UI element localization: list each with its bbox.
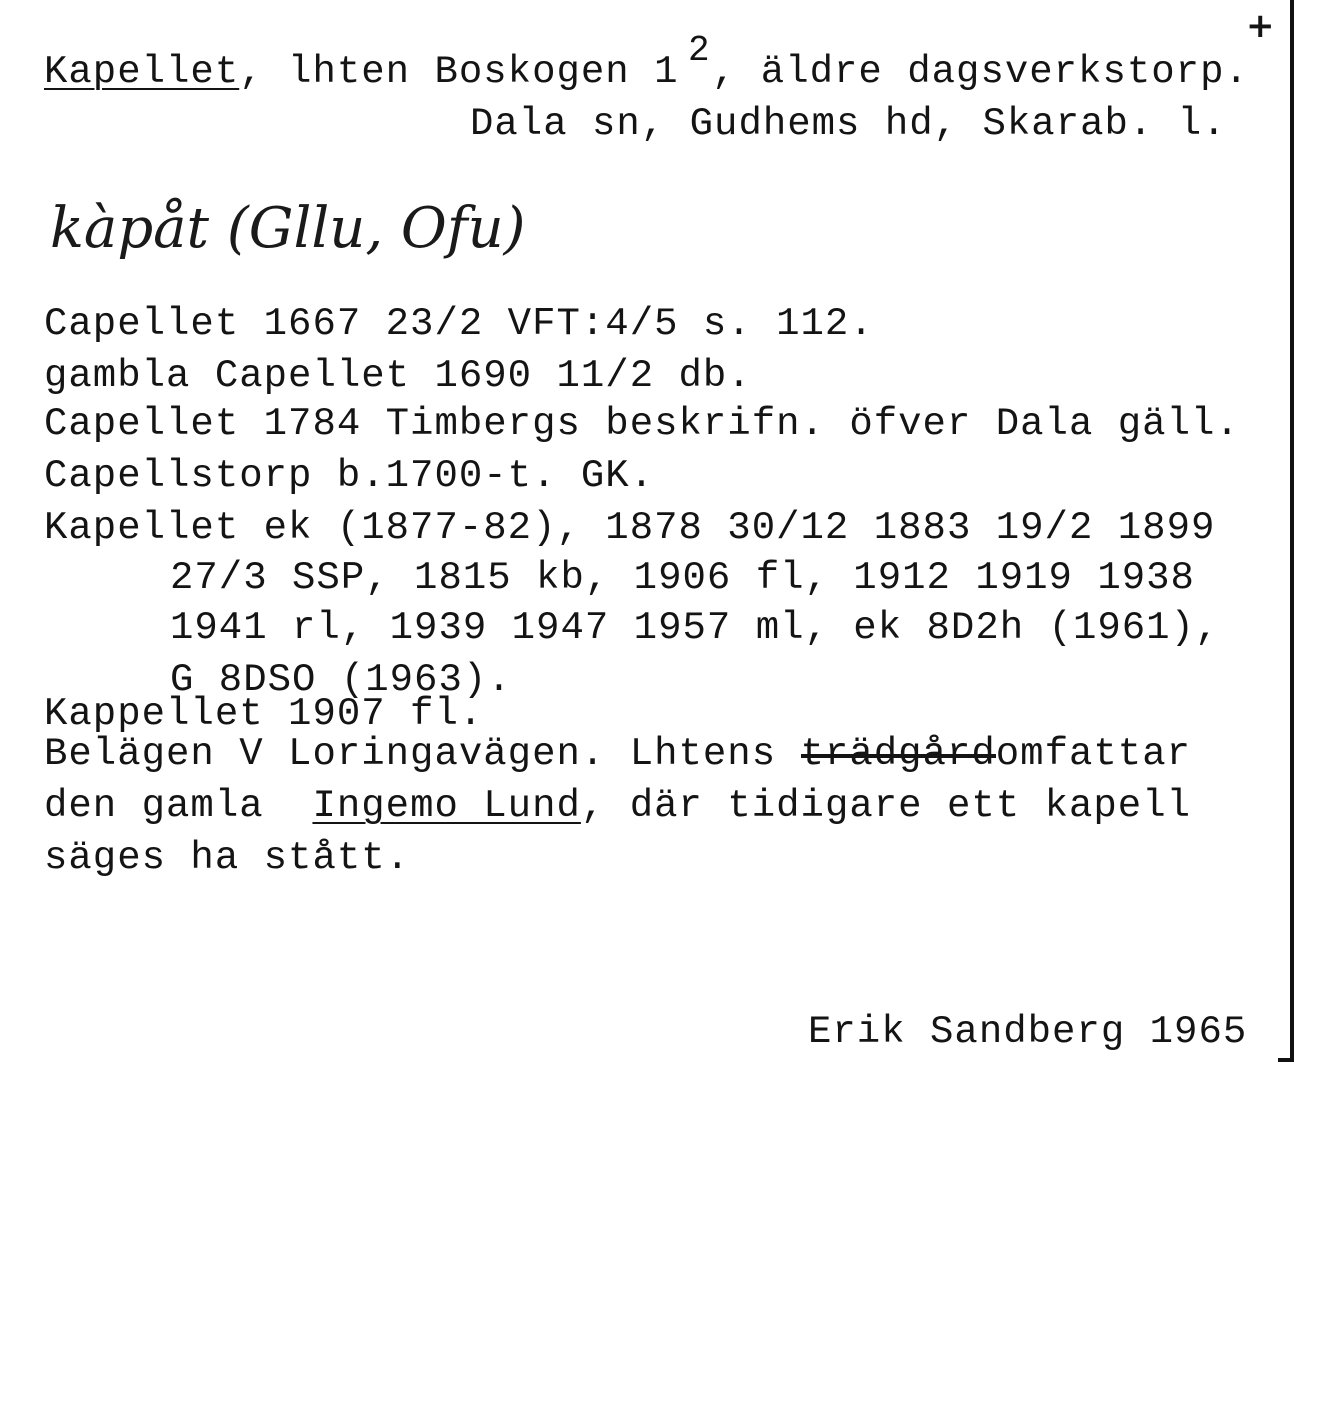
corner-plus-mark: + [1246, 6, 1275, 46]
entry-1: Capellet 1667 23/2 VFT:4/5 s. 112. [44, 302, 874, 346]
underlined-place: Ingemo Lund [312, 784, 581, 828]
description-line-1 [44, 732, 1191, 776]
description-text-a: Belägen V Loringavägen. Lhtens [44, 732, 801, 776]
description-text-b: omfattar [995, 732, 1191, 776]
entry-5-cont-1: 27/3 SSP, 1815 kb, 1906 fl, 1912 1919 1938 [170, 556, 1195, 600]
description-line-3: säges ha stått. [44, 836, 411, 880]
entry-4: Capellstorp b.1700-t. GK. [44, 454, 655, 498]
card-border-corner [1278, 1058, 1294, 1062]
handwritten-pronunciation: kàpåt (Gllu, Ofu) [50, 196, 526, 261]
entry-5: Kapellet ek (1877-82), 1878 30/12 1883 19/2 1899 [44, 506, 1216, 550]
description-text-d: , där tidigare ett kapell [580, 784, 1192, 828]
heading-superscript: 2 [688, 30, 710, 71]
entry-2: gambla Capellet 1690 11/2 db. [44, 354, 752, 398]
heading-text-b: , äldre dagsverkstorp. [712, 50, 1249, 94]
entry-5-cont-3: G 8DSO (1963). [170, 658, 512, 702]
card-right-border [1290, 0, 1294, 1062]
description-line-2 [44, 784, 1191, 828]
description-text-c: den gamla [44, 784, 313, 828]
entry-3: Capellet 1784 Timbergs beskrifn. öfver Dala gäll. [44, 402, 1240, 446]
heading-line-1 [44, 50, 679, 94]
entry-6: Kappellet 1907 fl. [44, 692, 484, 736]
signature: Erik Sandberg 1965 [808, 1010, 1248, 1054]
heading-text-a: , lhten Boskogen 1 [239, 50, 679, 94]
struck-word: trädgård [800, 732, 996, 776]
heading-line-2: Dala sn, Gudhems hd, Skarab. l. [470, 102, 1227, 146]
place-name: Kapellet [44, 50, 240, 94]
entry-5-cont-2: 1941 rl, 1939 1947 1957 ml, ek 8D2h (1961), [170, 606, 1220, 650]
